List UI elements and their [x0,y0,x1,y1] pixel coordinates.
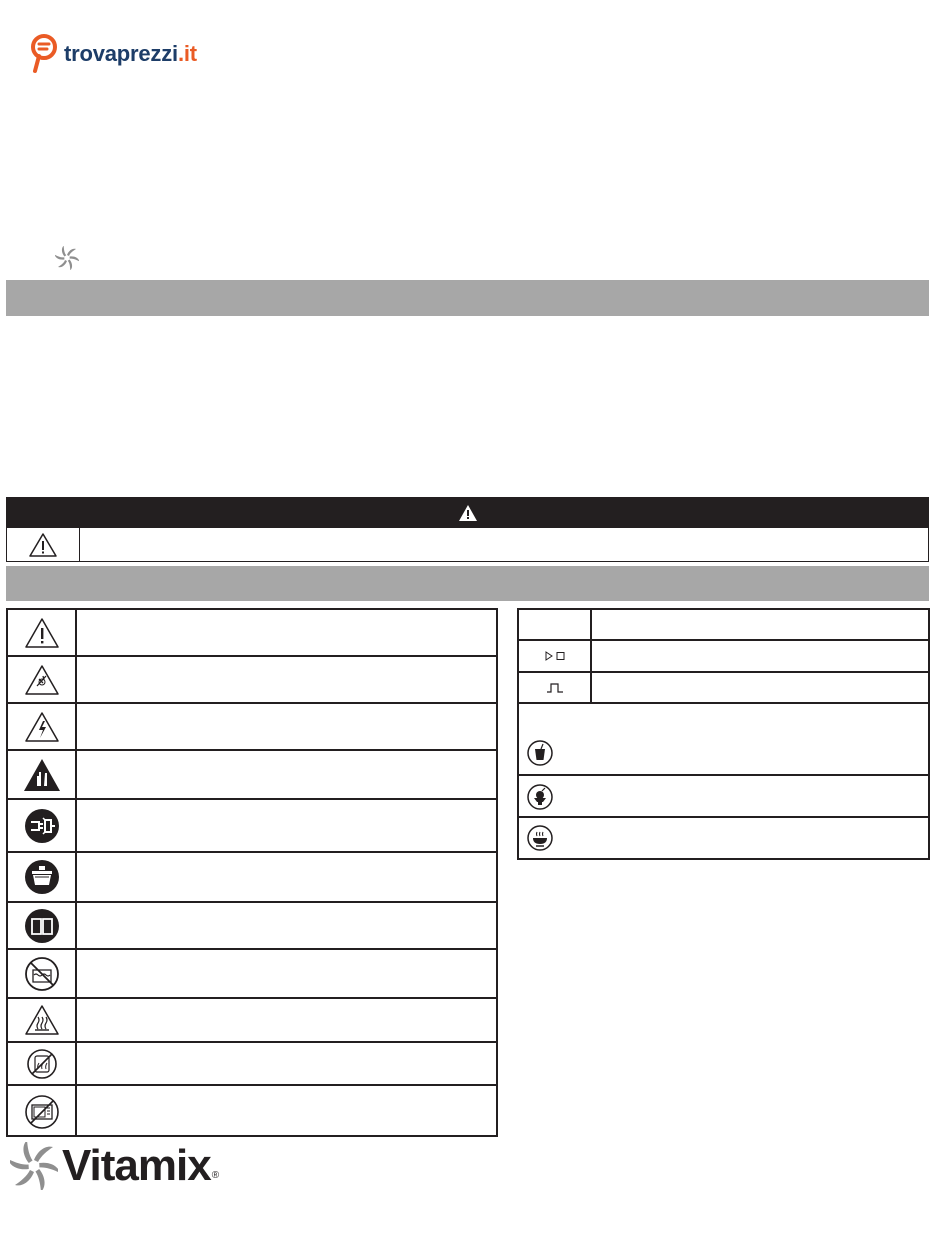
caution-triangle-icon [28,532,58,558]
symbols-table-right [517,608,930,860]
warning-triangle-icon [458,504,478,522]
lid-on-icon [24,859,60,895]
no-microwave-icon [24,1094,60,1130]
no-immersion-icon [24,956,60,992]
smoothie-program-icon [527,740,553,766]
symbols-section-bar [6,566,929,601]
vitamix-swirl-icon [55,246,79,270]
warning-row-icon-cell [7,528,80,561]
vitamix-wordmark: Vitamix® [62,1141,219,1190]
table-row [8,950,496,999]
symbols-table-left [6,608,498,1137]
table-row [8,657,496,704]
start-stop-icon [544,650,566,662]
hot-surface-icon [24,1004,60,1036]
rotating-blade-hazard-icon [24,664,60,696]
no-hot-liquid-icon [26,1048,58,1080]
trovaprezzi-logo[interactable] [30,33,197,75]
table-row [8,610,496,657]
table-row [8,903,496,950]
hot-soup-program-icon [527,825,553,851]
magnifier-logo-icon [30,33,60,75]
trovaprezzi-wordmark: trovaprezzi.it [64,41,197,66]
blank-cell [519,610,592,639]
table-row [8,704,496,751]
vitamix-logo [10,1141,218,1191]
table-row [8,751,496,800]
pulse-icon [546,682,564,694]
table-row [519,641,928,673]
table-row [8,999,496,1043]
section-header-bar [6,280,929,316]
table-row [519,610,928,641]
table-row [519,673,928,704]
table-row [8,800,496,853]
unplug-icon [24,808,60,844]
cut-hand-hazard-icon [23,758,61,792]
program-row [519,704,928,776]
vitamix-swirl-icon [10,1142,58,1190]
table-row [8,1086,496,1137]
warning-row [6,528,929,562]
caution-triangle-icon [24,617,60,649]
program-row [519,818,928,858]
table-row [8,853,496,903]
program-row [519,776,928,818]
frozen-dessert-program-icon [527,784,553,810]
read-manual-icon [24,908,60,944]
warning-header [6,497,929,528]
table-row [8,1043,496,1086]
electric-shock-hazard-icon [24,711,60,743]
